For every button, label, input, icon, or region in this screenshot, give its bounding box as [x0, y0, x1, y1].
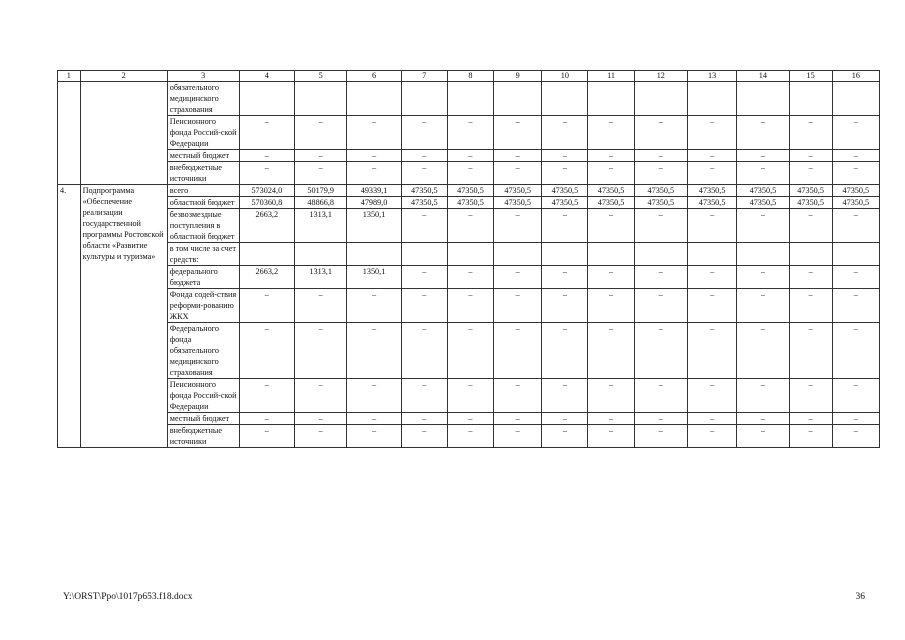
value-cell: 47350,5	[789, 185, 832, 197]
value-cell: –	[832, 289, 879, 323]
value-cell: –	[737, 116, 789, 150]
value-cell: –	[588, 116, 634, 150]
value-cell: –	[494, 379, 542, 413]
value-cell: –	[239, 413, 294, 425]
value-cell: –	[542, 379, 588, 413]
value-cell: –	[737, 323, 789, 379]
value-cell: –	[634, 116, 687, 150]
value-cell: 570360,8	[239, 197, 294, 209]
value-cell: –	[447, 162, 493, 185]
value-cell: 2663,2	[239, 266, 294, 289]
value-cell: –	[634, 413, 687, 425]
value-cell: –	[494, 150, 542, 162]
column-number: 2	[80, 71, 167, 82]
table-body	[58, 71, 880, 448]
value-cell: –	[239, 323, 294, 379]
value-cell	[494, 243, 542, 266]
value-cell: 47350,5	[832, 185, 879, 197]
value-cell: 47989,0	[347, 197, 401, 209]
value-cell: –	[494, 116, 542, 150]
value-cell	[347, 243, 401, 266]
value-cell	[588, 82, 634, 116]
value-cell: –	[401, 323, 447, 379]
value-cell: 47350,5	[634, 197, 687, 209]
value-cell: –	[789, 162, 832, 185]
table-row	[58, 185, 880, 197]
table-row	[58, 209, 880, 243]
table-row	[58, 243, 880, 266]
value-cell: –	[687, 150, 736, 162]
program-name-cell	[80, 82, 167, 185]
value-cell: –	[687, 162, 736, 185]
value-cell: –	[634, 425, 687, 448]
value-cell: –	[542, 413, 588, 425]
value-cell: 2663,2	[239, 209, 294, 243]
value-cell: –	[542, 116, 588, 150]
value-cell: 49339,1	[347, 185, 401, 197]
value-cell: –	[542, 323, 588, 379]
value-cell: –	[494, 266, 542, 289]
table-row	[58, 150, 880, 162]
value-cell: –	[789, 150, 832, 162]
column-number: 5	[295, 71, 347, 82]
value-cell: 47350,5	[832, 197, 879, 209]
value-cell: –	[588, 162, 634, 185]
column-number-row	[58, 71, 880, 82]
value-cell: –	[832, 209, 879, 243]
column-number: 7	[401, 71, 447, 82]
value-cell: –	[295, 150, 347, 162]
value-cell: –	[542, 150, 588, 162]
value-cell: 47350,5	[494, 197, 542, 209]
value-cell: –	[634, 266, 687, 289]
value-cell: –	[634, 289, 687, 323]
funding-source: в том числе за счет средств:	[167, 243, 239, 266]
value-cell	[401, 243, 447, 266]
value-cell: –	[737, 289, 789, 323]
value-cell: –	[447, 323, 493, 379]
funding-source: федерального бюджета	[167, 266, 239, 289]
value-cell: –	[447, 266, 493, 289]
file-path: Y:\ORST\Ppo\1017p653.f18.docx	[63, 592, 193, 602]
value-cell: –	[588, 379, 634, 413]
value-cell: –	[347, 323, 401, 379]
value-cell	[832, 243, 879, 266]
value-cell: –	[588, 425, 634, 448]
value-cell: –	[347, 413, 401, 425]
funding-source: безвозмездные поступления в областной бюджет	[167, 209, 239, 243]
value-cell	[295, 82, 347, 116]
value-cell	[737, 82, 789, 116]
value-cell	[687, 82, 736, 116]
value-cell: –	[347, 379, 401, 413]
value-cell	[239, 82, 294, 116]
value-cell: –	[588, 323, 634, 379]
value-cell: –	[494, 209, 542, 243]
value-cell: –	[542, 289, 588, 323]
column-number: 4	[239, 71, 294, 82]
value-cell: –	[542, 425, 588, 448]
funding-source: Пенсионного фонда Россий-ской Федерации	[167, 116, 239, 150]
value-cell: –	[542, 209, 588, 243]
value-cell: 47350,5	[447, 185, 493, 197]
value-cell	[832, 82, 879, 116]
table-row	[58, 379, 880, 413]
value-cell: –	[634, 150, 687, 162]
value-cell: –	[737, 209, 789, 243]
table-row	[58, 323, 880, 379]
value-cell: –	[401, 379, 447, 413]
value-cell	[542, 82, 588, 116]
value-cell: –	[239, 289, 294, 323]
value-cell	[634, 243, 687, 266]
value-cell: –	[494, 162, 542, 185]
column-number: 11	[588, 71, 634, 82]
value-cell: –	[588, 413, 634, 425]
funding-source: областной бюджет	[167, 197, 239, 209]
value-cell: 47350,5	[401, 185, 447, 197]
value-cell: 50179,9	[295, 185, 347, 197]
value-cell: 47350,5	[737, 185, 789, 197]
value-cell: –	[295, 413, 347, 425]
value-cell: –	[295, 323, 347, 379]
value-cell: –	[832, 116, 879, 150]
value-cell: –	[347, 162, 401, 185]
funding-source: обязательного медицинского страхования	[167, 82, 239, 116]
value-cell: –	[687, 266, 736, 289]
funding-source: местный бюджет	[167, 413, 239, 425]
funding-source: Пенсионного фонда Россий-ской Федерации	[167, 379, 239, 413]
column-number: 8	[447, 71, 493, 82]
value-cell: –	[832, 266, 879, 289]
value-cell: –	[295, 116, 347, 150]
value-cell: –	[687, 323, 736, 379]
value-cell: –	[239, 162, 294, 185]
value-cell: 47350,5	[687, 185, 736, 197]
column-number: 13	[687, 71, 736, 82]
value-cell	[588, 243, 634, 266]
value-cell: –	[789, 209, 832, 243]
value-cell: 47350,5	[542, 197, 588, 209]
funding-source: внебюджетные источники	[167, 162, 239, 185]
value-cell: –	[239, 150, 294, 162]
value-cell: –	[737, 413, 789, 425]
value-cell: –	[542, 266, 588, 289]
row-number-cell	[58, 82, 81, 185]
value-cell: –	[494, 413, 542, 425]
column-number: 1	[58, 71, 81, 82]
value-cell: 1313,1	[295, 266, 347, 289]
value-cell: –	[347, 289, 401, 323]
value-cell: –	[789, 116, 832, 150]
table-row	[58, 289, 880, 323]
value-cell: –	[634, 209, 687, 243]
value-cell: 47350,5	[588, 197, 634, 209]
value-cell	[494, 82, 542, 116]
budget-table	[57, 70, 880, 448]
value-cell: –	[634, 162, 687, 185]
value-cell: –	[832, 413, 879, 425]
value-cell: –	[542, 162, 588, 185]
value-cell: –	[789, 323, 832, 379]
value-cell: –	[737, 266, 789, 289]
table-row	[58, 413, 880, 425]
column-number: 9	[494, 71, 542, 82]
value-cell: –	[737, 162, 789, 185]
value-cell: –	[447, 116, 493, 150]
column-number: 16	[832, 71, 879, 82]
table-row	[58, 162, 880, 185]
value-cell	[789, 82, 832, 116]
table-row	[58, 197, 880, 209]
value-cell: –	[401, 162, 447, 185]
value-cell: –	[401, 209, 447, 243]
value-cell: –	[401, 413, 447, 425]
funding-source: всего	[167, 185, 239, 197]
value-cell	[687, 243, 736, 266]
value-cell: 47350,5	[634, 185, 687, 197]
funding-source: Федерального фонда обязательного медицинского страхования	[167, 323, 239, 379]
value-cell: –	[447, 413, 493, 425]
table-row	[58, 116, 880, 150]
value-cell: 47350,5	[494, 185, 542, 197]
table-row	[58, 266, 880, 289]
value-cell: –	[447, 289, 493, 323]
value-cell: –	[347, 425, 401, 448]
value-cell: 47350,5	[687, 197, 736, 209]
value-cell: –	[295, 425, 347, 448]
value-cell: –	[789, 289, 832, 323]
value-cell: –	[737, 425, 789, 448]
value-cell	[789, 243, 832, 266]
funding-source: местный бюджет	[167, 150, 239, 162]
value-cell: –	[239, 425, 294, 448]
column-number: 10	[542, 71, 588, 82]
value-cell: 47350,5	[588, 185, 634, 197]
value-cell: –	[295, 379, 347, 413]
value-cell: 573024,0	[239, 185, 294, 197]
value-cell: –	[687, 116, 736, 150]
value-cell	[239, 243, 294, 266]
value-cell: –	[347, 116, 401, 150]
value-cell: –	[832, 323, 879, 379]
value-cell	[737, 243, 789, 266]
value-cell: –	[588, 289, 634, 323]
value-cell: 47350,5	[737, 197, 789, 209]
table-row	[58, 425, 880, 448]
value-cell	[401, 82, 447, 116]
value-cell: –	[447, 150, 493, 162]
value-cell: –	[832, 150, 879, 162]
funding-source: внебюджетные источники	[167, 425, 239, 448]
value-cell	[347, 82, 401, 116]
column-number: 12	[634, 71, 687, 82]
value-cell: –	[588, 266, 634, 289]
value-cell	[634, 82, 687, 116]
value-cell: –	[494, 425, 542, 448]
value-cell: –	[447, 379, 493, 413]
value-cell: 1350,1	[347, 266, 401, 289]
value-cell: –	[687, 209, 736, 243]
value-cell: –	[737, 150, 789, 162]
value-cell	[542, 243, 588, 266]
value-cell: 47350,5	[789, 197, 832, 209]
value-cell: –	[295, 162, 347, 185]
value-cell: –	[447, 209, 493, 243]
column-number: 3	[167, 71, 239, 82]
column-number: 14	[737, 71, 789, 82]
value-cell: –	[588, 150, 634, 162]
value-cell: –	[789, 379, 832, 413]
value-cell: –	[634, 323, 687, 379]
value-cell: –	[295, 289, 347, 323]
value-cell: –	[789, 425, 832, 448]
value-cell: –	[789, 266, 832, 289]
value-cell: 1313,1	[295, 209, 347, 243]
value-cell: –	[687, 413, 736, 425]
table-row	[58, 82, 880, 116]
program-name-cell: Подпрограмма «Обеспечение реализации государственной программы Ростовской области «Развитие культуры и туризма»	[80, 185, 167, 448]
value-cell: –	[239, 379, 294, 413]
value-cell: –	[401, 425, 447, 448]
value-cell: 47350,5	[542, 185, 588, 197]
value-cell: –	[832, 425, 879, 448]
value-cell: –	[401, 266, 447, 289]
value-cell: –	[494, 289, 542, 323]
value-cell: –	[401, 150, 447, 162]
value-cell: –	[832, 379, 879, 413]
value-cell: –	[789, 413, 832, 425]
value-cell: 47350,5	[401, 197, 447, 209]
value-cell: 47350,5	[447, 197, 493, 209]
value-cell: –	[494, 323, 542, 379]
value-cell: –	[347, 150, 401, 162]
value-cell: 48866,8	[295, 197, 347, 209]
column-number: 6	[347, 71, 401, 82]
value-cell: –	[687, 379, 736, 413]
value-cell	[447, 82, 493, 116]
row-number-cell: 4.	[58, 185, 81, 448]
value-cell: –	[588, 209, 634, 243]
value-cell	[447, 243, 493, 266]
value-cell: –	[634, 379, 687, 413]
value-cell: –	[832, 162, 879, 185]
page-number: 36	[855, 592, 865, 602]
value-cell: –	[239, 116, 294, 150]
value-cell: 1350,1	[347, 209, 401, 243]
value-cell: –	[447, 425, 493, 448]
value-cell	[295, 243, 347, 266]
value-cell: –	[737, 379, 789, 413]
column-number: 15	[789, 71, 832, 82]
value-cell: –	[687, 289, 736, 323]
funding-source: Фонда содей-ствия реформи-рованию ЖКХ	[167, 289, 239, 323]
value-cell: –	[687, 425, 736, 448]
value-cell: –	[401, 289, 447, 323]
value-cell: –	[401, 116, 447, 150]
